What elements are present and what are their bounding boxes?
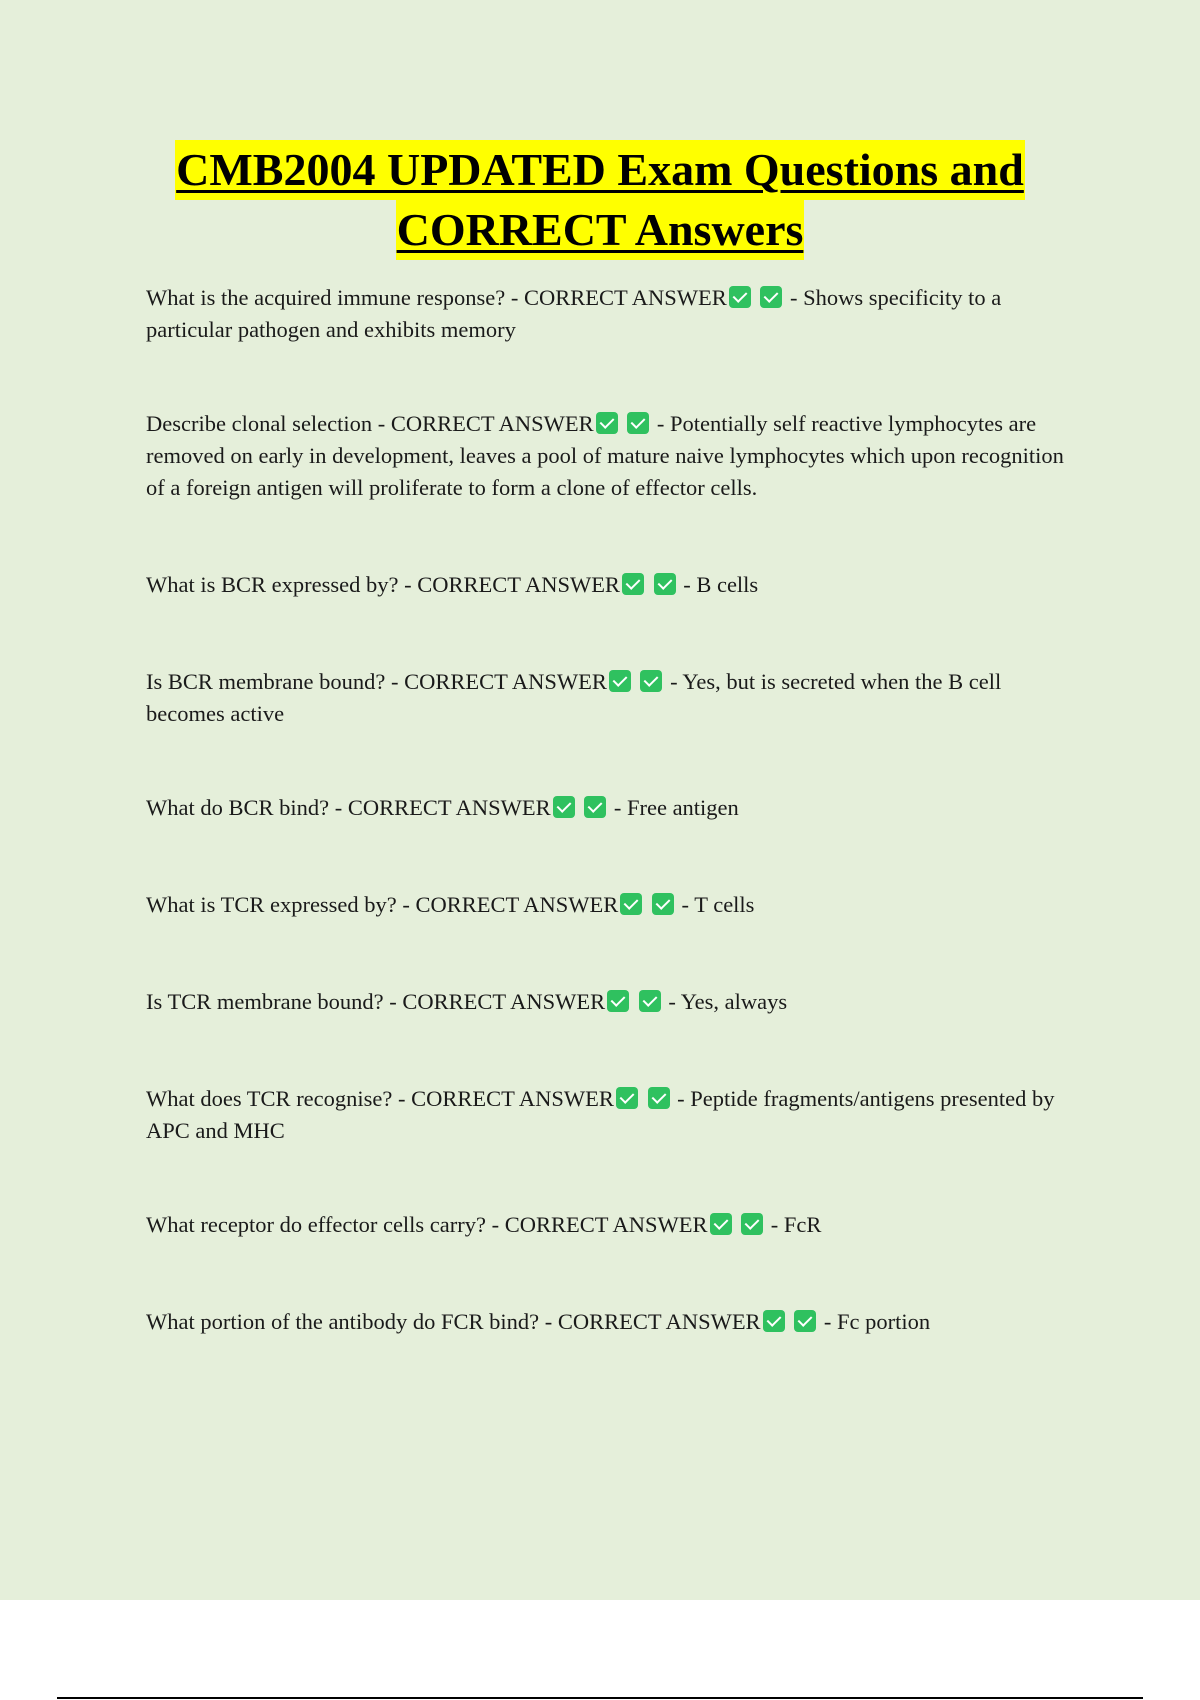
title-line-1: CMB2004 UPDATED Exam Questions and — [175, 140, 1025, 200]
check-icon — [553, 796, 575, 818]
check-icon — [654, 573, 676, 595]
qa-item — [146, 408, 1076, 504]
question-text: Is TCR membrane bound? - CORRECT ANSWER — [146, 989, 606, 1014]
check-icon — [794, 1310, 816, 1332]
qa-item — [146, 792, 1076, 824]
check-icon — [760, 286, 782, 308]
answer-text: - Yes, always — [662, 989, 788, 1014]
qa-item — [146, 986, 1076, 1018]
check-icon — [622, 573, 644, 595]
check-icon — [620, 893, 642, 915]
check-icon — [652, 893, 674, 915]
check-icon — [729, 286, 751, 308]
qa-item — [146, 889, 1076, 921]
qa-list — [146, 282, 1076, 1338]
check-icon — [607, 990, 629, 1012]
check-icon — [648, 1087, 670, 1109]
check-icon — [627, 412, 649, 434]
check-icon — [741, 1213, 763, 1235]
answer-text: - Peptide fragments/antigens presented by APC and MHC — [146, 1086, 1055, 1143]
answer-text: - Shows specificity to a particular pathogen and exhibits memory — [146, 285, 1002, 342]
check-icon — [584, 796, 606, 818]
qa-item — [146, 666, 1076, 730]
question-text: What is BCR expressed by? - CORRECT ANSWER — [146, 572, 620, 597]
footer-divider — [57, 1697, 1143, 1699]
answer-text: - Free antigen — [608, 795, 739, 820]
check-icon — [763, 1310, 785, 1332]
question-text: What do BCR bind? - CORRECT ANSWER — [146, 795, 551, 820]
check-icon — [639, 990, 661, 1012]
check-icon — [609, 670, 631, 692]
answer-text: - Potentially self reactive lymphocytes are removed on early in development, leaves a pool of mature naive lymphocytes which upon recognition of a foreign antigen will proliferate to form a clone of effector cells. — [146, 411, 1064, 500]
check-icon — [640, 670, 662, 692]
question-text: What is TCR expressed by? - CORRECT ANSWER — [146, 892, 619, 917]
check-icon — [710, 1213, 732, 1235]
answer-text: - Yes, but is secreted when the B cell becomes active — [146, 669, 1002, 726]
answer-text: - Fc portion — [818, 1309, 931, 1334]
question-text: What receptor do effector cells carry? - CORRECT ANSWER — [146, 1212, 708, 1237]
qa-item — [146, 569, 1076, 601]
question-text: What portion of the antibody do FCR bind? - CORRECT ANSWER — [146, 1309, 761, 1334]
answer-text: - FcR — [765, 1212, 822, 1237]
question-text: Is BCR membrane bound? - CORRECT ANSWER — [146, 669, 607, 694]
question-text: What does TCR recognise? - CORRECT ANSWER — [146, 1086, 614, 1111]
document-title — [0, 140, 1200, 260]
question-text: Describe clonal selection - CORRECT ANSWER — [146, 411, 594, 436]
qa-item — [146, 1306, 1076, 1338]
qa-item — [146, 1083, 1076, 1147]
qa-item — [146, 282, 1076, 346]
answer-text: - B cells — [677, 572, 759, 597]
title-line-2: CORRECT Answers — [396, 200, 805, 260]
check-icon — [596, 412, 618, 434]
question-text: What is the acquired immune response? - CORRECT ANSWER — [146, 285, 727, 310]
check-icon — [616, 1087, 638, 1109]
qa-item — [146, 1209, 1076, 1241]
answer-text: - T cells — [675, 892, 755, 917]
